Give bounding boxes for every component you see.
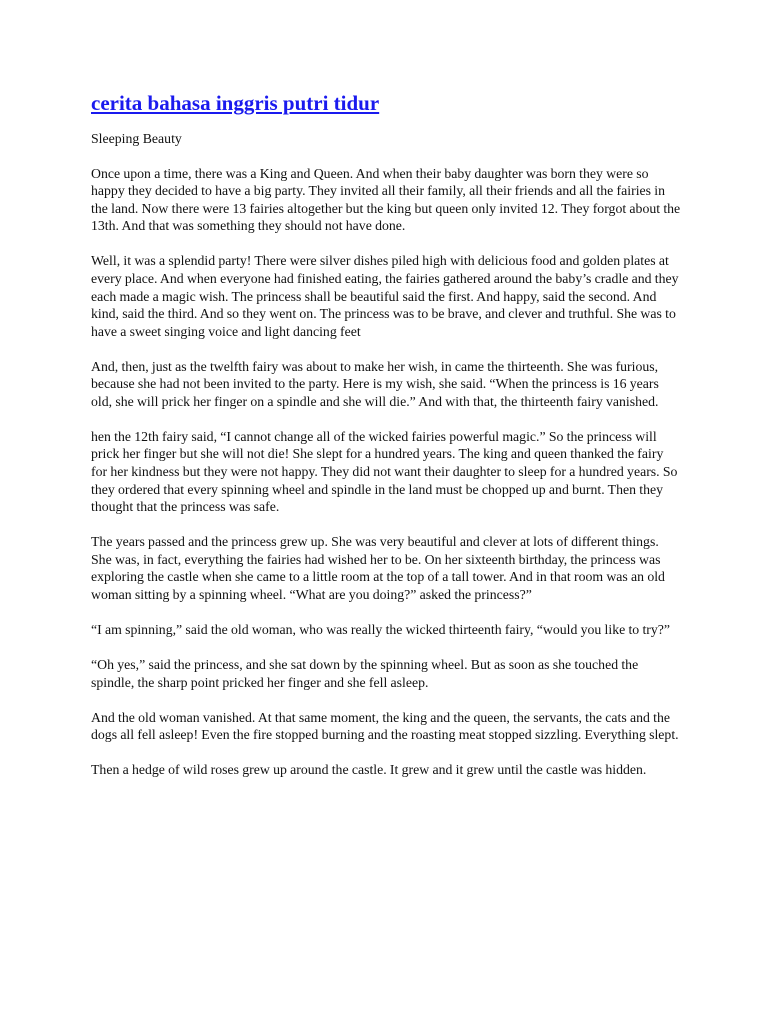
story-paragraph-3: And, then, just as the twelfth fairy was about to make her wish, in came the thirteenth. She was furious, because she had not been invited to the party. Here is my wish, she said. “When the princess is 16 years old, she will prick her finger on a spindle and she will die.” And with that, the thirteenth fairy vanished. xyxy=(91,358,659,409)
story-paragraph-9: Then a hedge of wild roses grew up around the castle. It grew and it grew until the castle was hidden. xyxy=(91,762,647,778)
page-title xyxy=(91,88,681,118)
story-paragraph-1: Once upon a time, there was a King and Queen. And when their baby daughter was born they were so happy they decided to have a big party. They invited all their family, all their friends and all the fairies in the land. Now there were 13 fairies altogether but the king but queen only invited 12. They forgot about the 13th. And that was something they should not have done. xyxy=(91,165,681,234)
story-paragraph-5: The years passed and the princess grew up. She was very beautiful and clever at lots of different things. She was, in fact, everything the fairies had wished her to be. On her sixteenth birthday, the princess was exploring the castle when she came to a little room at the top of a tall tower. And in that room was an old woman sitting by a spinning wheel. “What are you doing?” asked the princess?” xyxy=(91,534,665,603)
title-link[interactable]: cerita bahasa inggris putri tidur xyxy=(91,91,380,115)
document-page xyxy=(91,88,681,796)
story-paragraph-7: “Oh yes,” said the princess, and she sat down by the spinning wheel. But as soon as she touched the spindle, the sharp point pricked her finger and she fell asleep. xyxy=(91,657,639,690)
story-paragraph-2: Well, it was a splendid party! There were silver dishes piled high with delicious food and golden plates at every place. And when everyone had finished eating, the fairies gathered around the baby’s cradle and they each made a magic wish. The princess shall be beautiful said the first. And happy, said the second. And kind, said the third. And so they went on. The princess was to be brave, and clever and truthful. She was to have a sweet singing voice and light dancing feet xyxy=(91,253,679,339)
story-subtitle: Sleeping Beauty xyxy=(91,131,182,146)
story-paragraph-6: “I am spinning,” said the old woman, who was really the wicked thirteenth fairy, “would you like to try?” xyxy=(91,622,671,638)
story-paragraph-4: hen the 12th fairy said, “I cannot change all of the wicked fairies powerful magic.” So the princess will prick her finger but she will not die! She slept for a hundred years. The king and queen thanked the fairy for her kindness but they were not happy. They did not want their daughter to sleep for a hundred years. So they ordered that every spinning wheel and spindle in the land must be chopped up and burnt. Then they thought that the princess was safe. xyxy=(91,428,678,515)
story-paragraph-8: And the old woman vanished. At that same moment, the king and the queen, the servants, the cats and the dogs all fell asleep! Even the fire stopped burning and the roasting meat stopped sizzling. Everything slept. xyxy=(91,709,679,743)
